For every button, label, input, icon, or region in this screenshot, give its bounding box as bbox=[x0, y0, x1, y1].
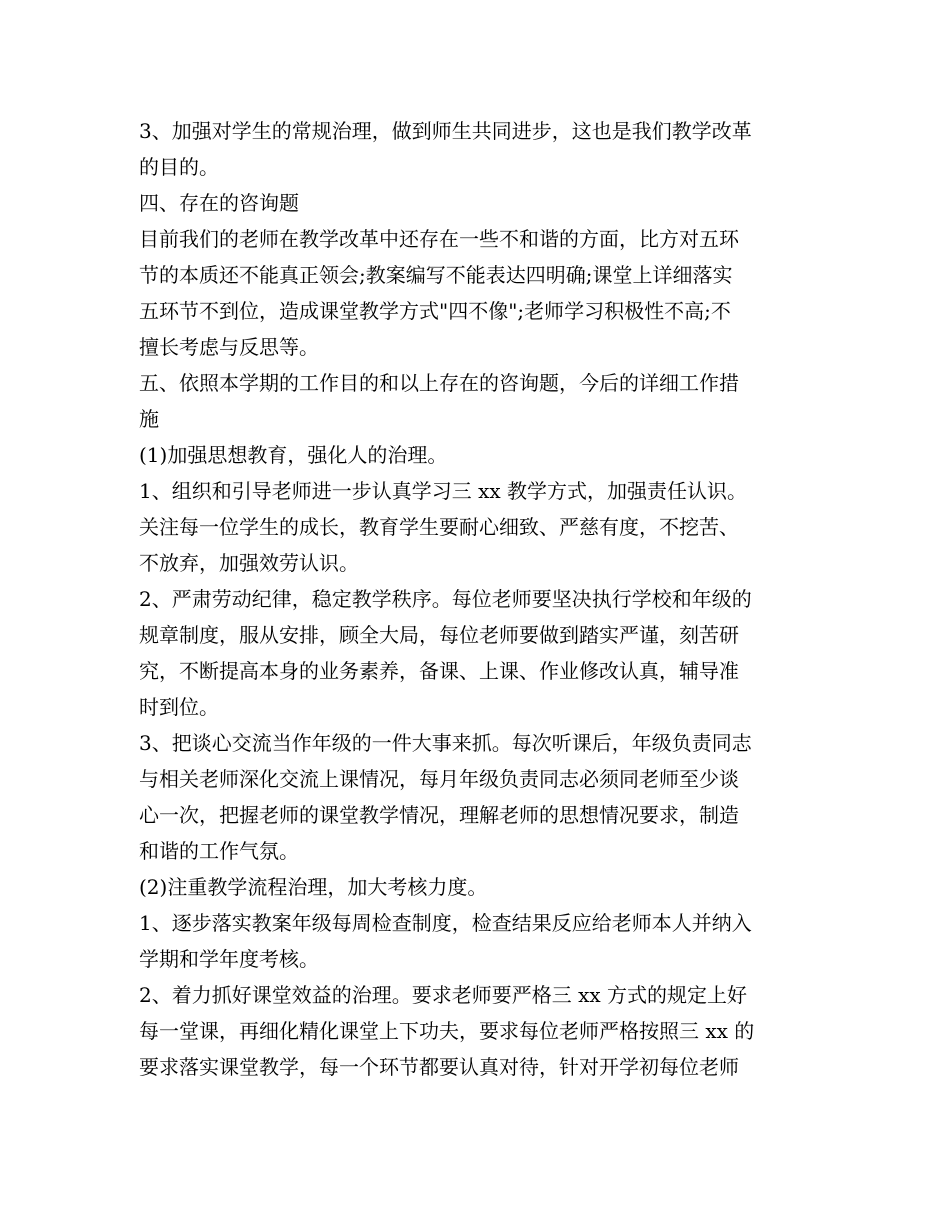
text-line: 学期和学年度考核。 bbox=[139, 947, 319, 971]
text-line: 2、严肃劳动纪律，稳定教学秩序。每位老师要坚决执行学校和年级的 bbox=[139, 587, 752, 611]
subsection-heading: (2)注重教学流程治理，加大考核力度。 bbox=[139, 875, 488, 899]
text-line: 不放弃，加强效劳认识。 bbox=[139, 551, 359, 575]
text-line: 与相关老师深化交流上课情况，每月年级负责同志必须同老师至少谈 bbox=[139, 767, 739, 791]
text-line: 目前我们的老师在教学改革中还存在一些不和谐的方面，比方对五环 bbox=[139, 227, 739, 251]
text-line: 和谐的工作气氛。 bbox=[139, 839, 299, 863]
text-line: 要求落实课堂教学，每一个环节都要认真对待，针对开学初每位老师 bbox=[139, 1055, 739, 1079]
text-line: 心一次，把握老师的课堂教学情况，理解老师的思想情况要求，制造 bbox=[139, 803, 739, 827]
text-line: 究，不断提高本身的业务素养，备课、上课、作业修改认真，辅导准 bbox=[139, 659, 739, 683]
text-line: 规章制度，服从安排，顾全大局，每位老师要做到踏实严谨，刻苦研 bbox=[139, 623, 739, 647]
text-line: 3、把谈心交流当作年级的一件大事来抓。每次听课后，年级负责同志 bbox=[139, 731, 752, 755]
text-line: 3、加强对学生的常规治理，做到师生共同进步，这也是我们教学改革 bbox=[139, 119, 752, 143]
text-line: 1、逐步落实教案年级每周检查制度，检查结果反应给老师本人并纳入 bbox=[139, 911, 752, 935]
text-line: 1、组织和引导老师进一步认真学习三 xx 教学方式，加强责任认识。 bbox=[139, 479, 747, 503]
subsection-heading: (1)加强思想教育，强化人的治理。 bbox=[139, 443, 448, 467]
text-line: 五环节不到位，造成课堂教学方式"四不像";老师学习积极性不高;不 bbox=[139, 299, 731, 323]
section-heading: 五、依照本学期的工作目的和以上存在的咨询题，今后的详细工作措 bbox=[139, 371, 739, 395]
text-line: 关注每一位学生的成长，教育学生要耐心细致、严慈有度，不挖苦、 bbox=[139, 515, 739, 539]
text-line: 每一堂课，再细化精化课堂上下功夫，要求每位老师严格按照三 xx 的 bbox=[139, 1019, 755, 1043]
text-line: 的目的。 bbox=[139, 155, 219, 179]
section-heading: 四、存在的咨询题 bbox=[139, 191, 299, 215]
text-line: 节的本质还不能真正领会;教案编写不能表达四明确;课堂上详细落实 bbox=[139, 263, 733, 287]
section-heading: 施 bbox=[139, 407, 159, 431]
text-line: 时到位。 bbox=[139, 695, 219, 719]
document-body bbox=[139, 113, 819, 1085]
text-line: 2、着力抓好课堂效益的治理。要求老师要严格三 xx 方式的规定上好 bbox=[139, 983, 747, 1007]
text-line: 擅长考虑与反思等。 bbox=[139, 335, 319, 359]
